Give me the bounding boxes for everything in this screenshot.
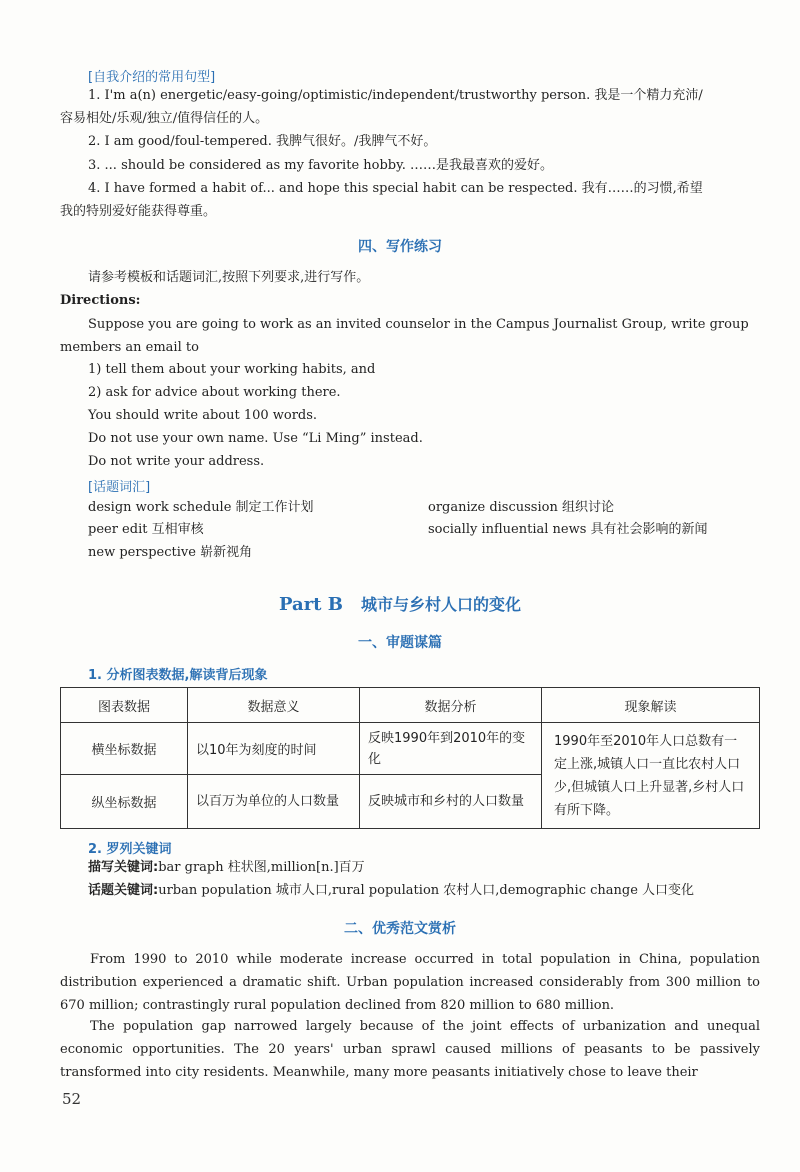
writing-intro: 请参考模板和话题词汇,按照下列要求,进行写作。 [88,270,370,285]
directions-line-3: 1) tell them about your working habits, and [88,362,376,377]
writing-heading: 四、写作练习 [358,239,442,255]
essay-paragraph-2 [60,1015,760,1084]
desc-keywords-text: bar graph 柱状图,million[n.]百万 [158,860,365,875]
topic-keywords [88,883,694,899]
desc-keywords-label: 描写关键词: [88,860,159,875]
table-header-row [61,688,760,723]
part-b-label: Part B [278,594,343,615]
vocab-left-3: new perspective 崭新视角 [88,545,253,560]
directions-line-1: Suppose you are going to work as an invited counselor in the Campus Journalist Group, write group [88,317,749,332]
subheading-analysis: 一、审题谋篇 [358,635,442,651]
vocab-right-1: organize discussion 组织讨论 [428,500,614,515]
vocab-right-2: socially influential news 具有社会影响的新闻 [428,522,708,537]
directions-line-4: 2) ask for advice about working there. [88,385,341,400]
sentence-patterns-tag: [自我介绍的常用句型] [88,70,216,85]
directions-line-2: members an email to [60,340,199,355]
directions-line-6: Do not use your own name. Use “Li Ming” instead. [88,431,423,446]
pattern-item-1-line1: 1. I'm a(n) energetic/easy-going/optimistic/independent/trustworthy person. 我是一个精力充沛/ [88,88,703,103]
subheading-model-essay: 二、优秀范文赏析 [344,921,456,937]
chart-analysis-table [60,687,760,829]
part-b-title: 城市与乡村人口的变化 [360,595,521,614]
part-b-heading [0,592,800,615]
essay-paragraph-2-text: The population gap narrowed largely because of the joint effects of urbanization and unequal economic opportunities. The 20 years' urban sprawl caused millions of peasants to be passively transformed into city residents. Meanwhile, many more peasants initiatively chose to leave their [60,1019,760,1080]
essay-paragraph-1 [60,948,760,1017]
pattern-item-4-line2: 我的特别爱好能获得尊重。 [60,204,217,219]
pattern-item-3: 3. ... should be considered as my favorite hobby. ……是我最喜欢的爱好。 [88,158,553,173]
table-cell: 反映1990年到2010年的变化 [360,723,542,775]
vocab-left-1: design work schedule 制定工作计划 [88,500,314,515]
table-cell: 纵坐标数据 [61,775,188,829]
pattern-item-2: 2. I am good/foul-tempered. 我脾气很好。/我脾气不好。 [88,134,437,149]
vocab-left-2: peer edit 互相审核 [88,522,204,537]
topic-keywords-label: 话题关键词: [88,883,159,898]
table-header: 图表数据 [61,688,188,723]
table-header: 现象解读 [542,688,760,723]
desc-keywords [88,860,365,876]
table-cell: 以百万为单位的人口数量 [188,775,360,829]
directions-line-7: Do not write your address. [88,454,265,469]
table-header: 数据意义 [188,688,360,723]
pattern-item-4-line1: 4. I have formed a habit of... and hope this special habit can be respected. 我有……的习惯,希望 [88,181,703,196]
table-header: 数据分析 [360,688,542,723]
table-cell: 反映城市和乡村的人口数量 [360,775,542,829]
page-number: 52 [62,1090,82,1108]
essay-paragraph-1-text: From 1990 to 2010 while moderate increase occurred in total population in China, population distribution experienced a dramatic shift. Urban population increased considerably from 300 million to 670 million; contrastingly rural population declined from 820 million to 680 million. [60,952,760,1013]
table-cell: 以10年为刻度的时间 [188,723,360,775]
pattern-item-1-line2: 容易相处/乐观/独立/值得信任的人。 [60,111,269,126]
step1-heading: 1. 分析图表数据,解读背后现象 [88,668,268,683]
table-cell-interpretation: 1990年至2010年人口总数有一定上涨,城镇人口一直比农村人口少,但城镇人口上升显著,乡村人口有所下降。 [542,723,760,829]
directions-line-5: You should write about 100 words. [88,408,318,423]
topic-vocab-tag: [话题词汇] [88,480,151,495]
table-row [61,723,760,775]
directions-label: Directions: [60,293,141,308]
step2-heading: 2. 罗列关键词 [88,842,172,857]
table-cell: 横坐标数据 [61,723,188,775]
topic-keywords-text: urban population 城市人口,rural population 农村人口,demographic change 人口变化 [158,883,695,898]
